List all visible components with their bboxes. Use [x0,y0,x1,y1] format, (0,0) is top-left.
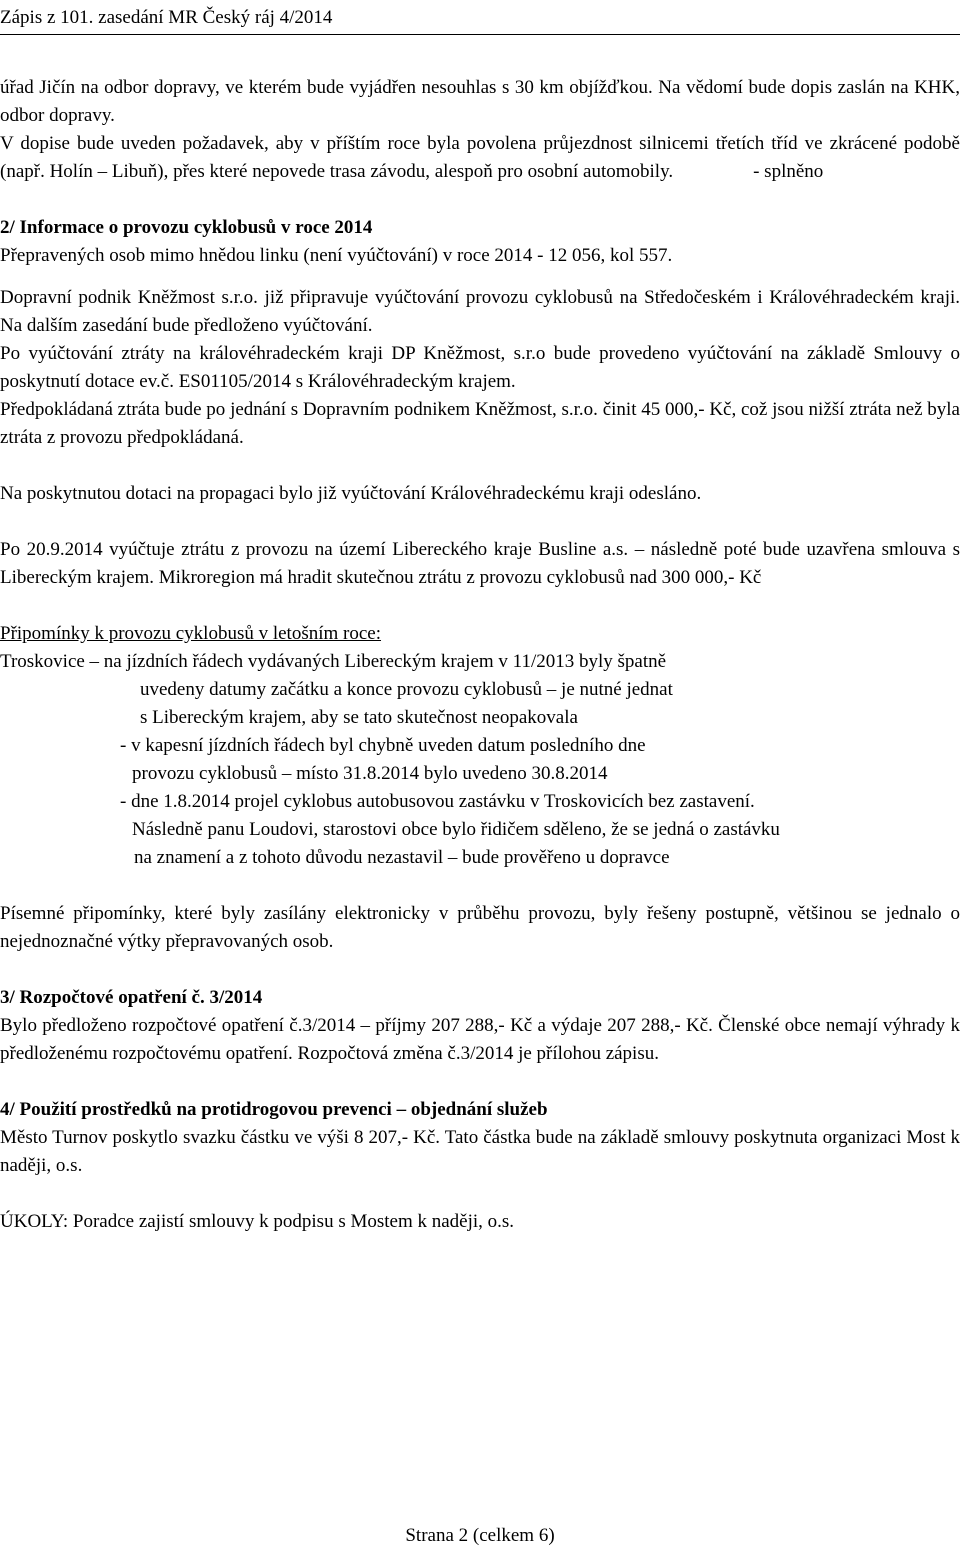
remark-line: - v kapesní jízdních řádech byl chybně uveden datum posledního dne [120,735,646,756]
remark-line: Troskovice – na jízdních řádech vydávaných Libereckým krajem v 11/2013 byly špatně [0,651,667,672]
tasks-line: ÚKOLY: Poradce zajistí smlouvy k podpisu s Mostem k naději, o.s. [0,1211,515,1232]
section-3-heading: 3/ Rozpočtové opatření č. 3/2014 [0,987,263,1008]
page-footer [0,1524,960,1548]
remark-line: s Libereckým krajem, aby se tato skutečnost neopakovala [140,707,578,728]
document-body [0,74,960,1236]
section-2-paragraph-3: Předpokládaná ztráta bude po jednání s Dopravním podnikem Kněžmost, s.r.o. činit 45 000,- Kč, což jsou nižší ztráta než byla ztráta z provozu předpokládaná. [0,399,960,448]
section-2-heading: 2/ Informace o provozu cyklobusů v roce 2014 [0,217,373,238]
section-4-heading: 4/ Použití prostředků na protidrogovou prevenci – objednání služeb [0,1099,548,1120]
section-2-paragraph-5: Po 20.9.2014 vyúčtuje ztrátu z provozu na území Libereckého kraje Busline a.s. – následně poté bude uzavřena smlouva s Libereckým krajem. Mikroregion má hradit skutečnou ztrátu z provozu cyklobusů nad 300 000,- Kč [0,539,960,588]
intro-paragraph-1: úřad Jičín na odbor dopravy, ve kterém bude vyjádřen nesouhlas s 30 km objížďkou. Na vědomí bude dopis zaslán na KHK, odbor dopravy. [0,77,960,126]
document-title: Zápis z 101. zasedání MR Český ráj 4/2014 [0,7,333,28]
section-2-paragraph-6: Písemné připomínky, které byly zasílány elektronicky v průběhu provozu, byly řešeny postupně, většinou se jednalo o nejednoznačné výtky přepravovaných osob. [0,903,960,952]
document-header [0,6,960,35]
remark-line: Následně panu Loudovi, starostovi obce bylo řidičem sděleno, že se jedná o zastávku [132,819,780,840]
remarks-heading: Připomínky k provozu cyklobusů v letošním roce: [0,623,382,644]
section-2-line-1: Přepravených osob mimo hnědou linku (není vyúčtování) v roce 2014 - 12 056, kol 557. [0,245,673,266]
section-3-paragraph: Bylo předloženo rozpočtové opatření č.3/2014 – příjmy 207 288,- Kč a výdaje 207 288,- Kč. Členské obce nemají výhrady k předloženému rozpočtovému opatření. Rozpočtová změna č.3/2014 je přílohou zápisu. [0,1015,960,1064]
section-2-paragraph-4: Na poskytnutou dotaci na propagaci bylo již vyúčtování Královéhradeckému kraji odesláno. [0,483,702,504]
section-4-paragraph: Město Turnov poskytlo svazku částku ve výši 8 207,- Kč. Tato částka bude na základě smlouvy poskytnuta organizaci Most k naději, o.s. [0,1127,960,1176]
page-number: Strana 2 (celkem 6) [405,1525,555,1546]
section-2-paragraph-2: Po vyúčtování ztráty na královéhradeckém kraji DP Kněžmost, s.r.o bude provedeno vyúčtování na základě Smlouvy o poskytnutí dotace ev.č. ES01105/2014 s Královéhradeckým krajem. [0,343,960,392]
intro-paragraph-2: V dopise bude uveden požadavek, aby v příštím roce byla povolena průjezdnost silnicemi třetích tříd ve zkrácené podobě (např. Holín – Libuň), přes které nepovede trasa závodu, alespoň pro osobní automobily. - splněno [0,133,960,182]
remark-line: - dne 1.8.2014 projel cyklobus autobusovou zastávku v Troskovicích bez zastavení. [120,791,755,812]
status-done: - splněno [753,161,824,182]
remark-line: uvedeny datumy začátku a konce provozu cyklobusů – je nutné jednat [140,679,673,700]
section-2-paragraph-1: Dopravní podnik Kněžmost s.r.o. již připravuje vyúčtování provozu cyklobusů na Středočeském i Královéhradeckém kraji. Na dalším zasedání bude předloženo vyúčtování. [0,287,960,336]
remark-line: na znamení a z tohoto důvodu nezastavil – bude prověřeno u dopravce [134,847,670,868]
remark-line: provozu cyklobusů – místo 31.8.2014 bylo uvedeno 30.8.2014 [132,763,608,784]
